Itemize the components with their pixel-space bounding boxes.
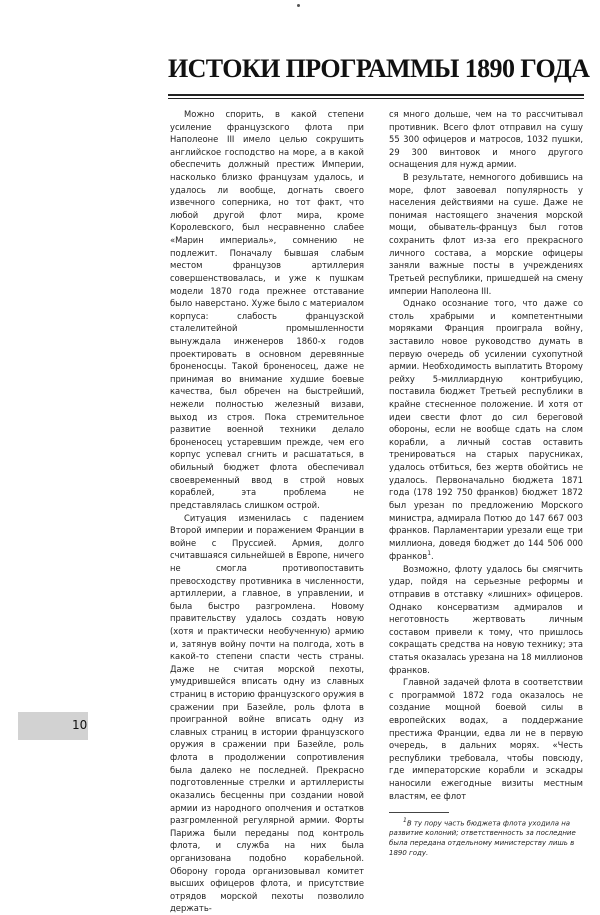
text-column-left [170,108,364,915]
paragraph: В результате, немногого добившись на море, флот завоевал популярность у населения действиями на суше. Даже не понимая настоящего значения морской мощи, обыватель-француз был готов сохранить флот из-за его прекрасного личного состава, а морские офицеры заняли важные посты в учреждениях Третьей республики, пришедшей на смену империи Наполеона III. [389,171,583,297]
title-rule-thin [168,98,584,99]
footnote-ref: 1 [427,550,431,557]
paragraph: Возможно, флоту удалось бы смягчить удар, пойдя на серьезные реформы и отправив в отставку «лишних» офицеров. Однако консерватизм адмиралов и неготовность жертвовать личным составом привели к тому, что пришлось сокращать средства на новую технику; эта статья оказалась урезана на 18 миллионов франков. [389,563,583,676]
footnote-rule [389,812,449,813]
title-rule [168,94,584,96]
footnote-mark: 1 [403,817,407,824]
speck-mark [297,4,300,7]
paragraph: Однако осознание того, что даже со столь храбрыми и компетентными моряками Франция проиграла войну, заставило новое руководство думать в первую очередь об усилении сухопутной армии. Необходимость выплатить Второму рейху 5-миллиардную контрибуцию, поставила бюджет Третьей республики в крайне стесненное положение. И хотя от идеи свести флот до сил береговой обороны, если не вообще сдать на слом корабли, а личный состав оставить тренироваться на старых парусниках, удалось отбиться, без жертв обойтись не удалось. Первоначально бюджета 1871 года (178 192 750 франков) бюджет 1872 был урезан по предложению Морского министра, адмирала Потюо до 147 667 003 франков. Парламентарии урезали еще три миллиона, доведя бюджет до 144 506 000 франков$^1$. [389,297,583,563]
paragraph: Ситуация изменилась с падением Второй империи и поражением Франции в войне с Пруссией. Армия, долго считавшаяся сильнейшей в Европе, ничего не смогла противопоставить превосходству противника в численности, артиллерии, а главное, в управлении, и была быстро разгромлена. Новому правительству удалось создать новую (хотя и практически необученную) армию и, затянув войну почти на полгода, хоть в какой-то степени спасти честь страны. Даже не считая морской пехоты, умудрившейся вписать одну из славных страниц в историю французского оружия в сражении при Базейле, роль флота в проигранной войне вписать одну из славных страниц в истории французского оружия в сражении при Базейле, роль флота в продолжении сопротивления была далеко не последней. Прекрасно подготовленные стрелки и артиллеристы оказались бесценны при создании новой армии из народного ополчения и остатков разгромленной регулярной армии. Форты Парижа были переданы под контроль флота, и служба на них была организована подобно корабельной. Оборону города организовывал комитет высших офицеров флота, и присутствие отрядов морской пехоты позволило держать- [170,512,364,915]
text-column-right [389,108,583,859]
paragraph: Главной задачей флота в соответствии с программой 1872 года оказалось не создание мощной боевой силы в европейских водах, а поддержание престижа Франции, едва ли не в первую очередь, в дальних морях. «Честь республики требовала, чтобы повсюду, где императорские корабли и эскадры наносили ежегодные визиты местным властям, ее флот [389,676,583,802]
footnote [389,817,583,859]
page-number: 10 [72,718,87,732]
paragraph: Можно спорить, в какой степени усиление французского флота при Наполеоне III имело целью сокрушить английское господство на море, а в какой обеспечить должный престиж Империи, насколько близко французам удалось, и удалось ли вообще, догнать своего извечного соперника, но тот факт, что любой другой флот мира, кроме Королевского, был несравненно слабее «Марин империаль», сомнению не подлежит. Поначалу бывшая слабым местом французов артиллерия совершенствовалась, и уже к пушкам модели 1870 года прежнее отставание было наверстано. Хуже было с материалом корпуса: слабость французской сталелитейной промышленности вынуждала инженеров 1860-х годов проектировать в основном деревянные броненосцы. Такой броненосец, даже не принимая во внимание худшие боевые качества, был обречен на быстрейший, нежели полностью железный визави, выход из строя. Пока стремительное развитие военной техники делало броненосец устаревшим прежде, чем его корпус успевал сгнить и расшататься, в обильный бюджет флота обеспечивал своевременный ввод в строй новых кораблей, эта проблема не представлялась слишком острой. [170,108,364,512]
page-title: ИСТОКИ ПРОГРАММЫ 1890 ГОДА [168,54,589,84]
footnote-text: В ту пору часть бюджета флота уходила на развитие колоний; ответственность за последние была передана отдельному министерству лишь в 1890 году. [389,820,576,857]
paragraph: ся много дольше, чем на то рассчитывал противник. Всего флот отправил на сушу 55 300 офицеров и матросов, 1032 пушки, 29 300 винтовок и много другого оснащения для нужд армии. [389,108,583,171]
